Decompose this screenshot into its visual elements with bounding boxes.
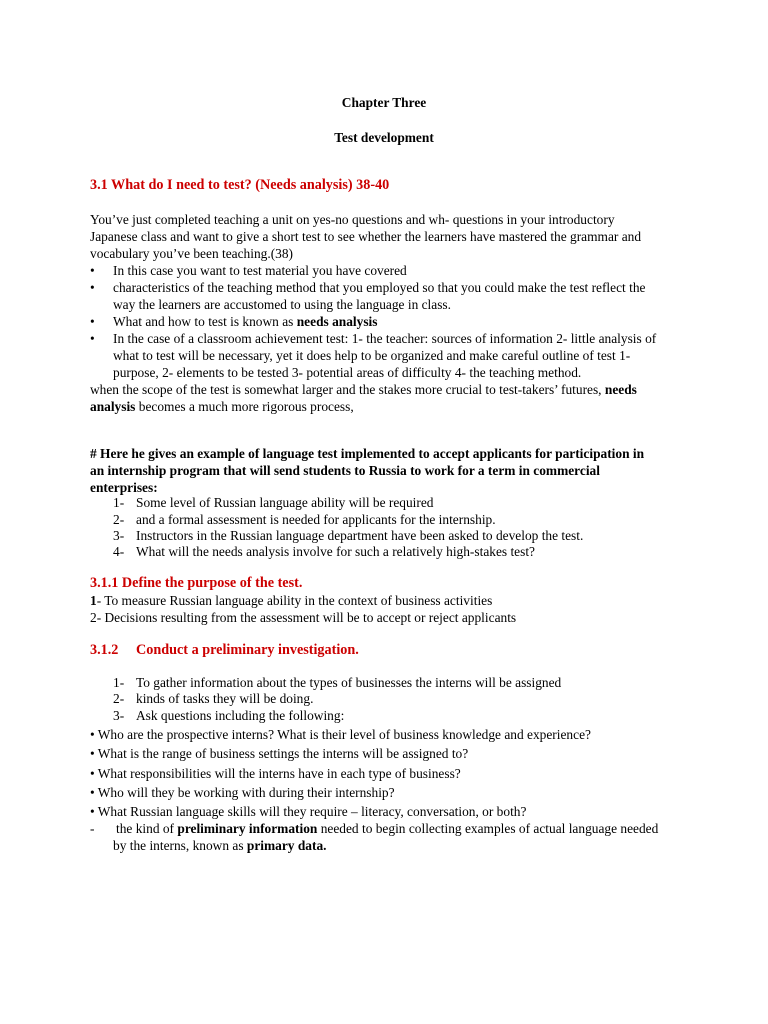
bullet-icon: • — [90, 280, 95, 295]
question-item: • What Russian language skills will they require – literacy, conversation, or both? — [90, 804, 527, 819]
list-number: 4- — [113, 544, 125, 559]
example-line: # Here he gives an example of language test implemented to accept applicants for participation in — [90, 446, 645, 461]
needs-analysis-term: needs analysis — [296, 314, 378, 329]
final-line — [113, 837, 326, 854]
list-item: Ask questions including the following: — [136, 708, 345, 723]
question-item: • Who are the prospective interns? What is their level of business knowledge and experience? — [90, 727, 591, 742]
needs-term: needs — [604, 382, 637, 397]
intro-line: vocabulary you’ve been teaching.(38) — [90, 246, 294, 261]
list-item: Instructors in the Russian language department have been asked to develop the test. — [136, 528, 584, 543]
bullet-text — [113, 313, 377, 330]
primary-data-term: primary data. — [246, 838, 327, 853]
final-text: needed to begin collecting examples of actual language needed — [317, 821, 659, 836]
intro-line: You’ve just completed teaching a unit on yes-no questions and wh- questions in your introductory — [90, 212, 615, 227]
bullet-text: way the learners are accustomed to using the language in class. — [113, 297, 451, 312]
purpose-line — [90, 592, 492, 609]
closing-text: when the scope of the test is somewhat larger and the stakes more crucial to test-takers’ futures, — [90, 382, 605, 397]
list-number: 3- — [113, 528, 125, 543]
closing-text: becomes a much more rigorous process, — [135, 399, 354, 414]
list-item: To gather information about the types of businesses the interns will be assigned — [136, 675, 562, 690]
bullet-icon: • — [90, 314, 95, 329]
question-item: • What responsibilities will the interns have in each type of business? — [90, 766, 461, 781]
bullet-text: what to test will be necessary, yet it does help to be organized and make careful outline of test 1- — [113, 348, 631, 363]
section-3-1-heading: 3.1 What do I need to test? (Needs analysis) 38-40 — [90, 177, 390, 193]
intro-line: Japanese class and want to give a short test to see whether the learners have mastered the grammar and — [90, 229, 642, 244]
closing-line — [90, 381, 637, 398]
question-item: • What is the range of business settings the interns will be assigned to? — [90, 746, 469, 761]
bullet-text: In this case you want to test material you have covered — [113, 263, 407, 278]
section-3-1-2-number: 3.1.2 — [90, 642, 119, 658]
section-3-1-2-title: Conduct a preliminary investigation. — [136, 642, 359, 658]
question-item: • Who will they be working with during their internship? — [90, 785, 395, 800]
list-item: and a formal assessment is needed for applicants for the internship. — [136, 512, 496, 527]
purpose-number: 1 — [90, 593, 97, 608]
chapter-heading: Chapter Three — [341, 95, 427, 110]
dash-icon: - — [90, 821, 95, 836]
final-line — [116, 820, 658, 837]
purpose-text: - To measure Russian language ability in the context of business activities — [96, 593, 493, 608]
list-number: 3- — [113, 708, 125, 723]
chapter-title: Test development — [334, 130, 434, 145]
bullet-text: purpose, 2- elements to be tested 3- potential areas of difficulty 4- the teaching method. — [113, 365, 582, 380]
list-number: 1- — [113, 495, 125, 510]
section-3-1-1-heading: 3.1.1 Define the purpose of the test. — [90, 575, 303, 591]
closing-line — [90, 398, 354, 415]
analysis-term: analysis — [90, 399, 136, 414]
final-text: by the interns, known as — [113, 838, 247, 853]
preliminary-information-term: preliminary information — [177, 821, 318, 836]
list-number: 2- — [113, 512, 125, 527]
example-line: enterprises: — [90, 480, 158, 495]
list-item: What will the needs analysis involve for such a relatively high-stakes test? — [136, 544, 535, 559]
bullet-icon: • — [90, 331, 95, 346]
list-number: 1- — [113, 675, 125, 690]
list-number: 2- — [113, 691, 125, 706]
purpose-line: 2- Decisions resulting from the assessment will be to accept or reject applicants — [90, 610, 517, 625]
bullet-text: In the case of a classroom achievement test: 1- the teacher: sources of information 2- little analysis of — [113, 331, 657, 346]
bullet-text: characteristics of the teaching method that you employed so that you could make the test reflect the — [113, 280, 646, 295]
list-item: Some level of Russian language ability will be required — [136, 495, 434, 510]
bullet-text-part: What and how to test is known as — [113, 314, 297, 329]
list-item: kinds of tasks they will be doing. — [136, 691, 314, 706]
example-line: an internship program that will send students to Russia to work for a term in commercial — [90, 463, 600, 478]
bullet-icon: • — [90, 263, 95, 278]
final-text: the kind of — [116, 821, 178, 836]
